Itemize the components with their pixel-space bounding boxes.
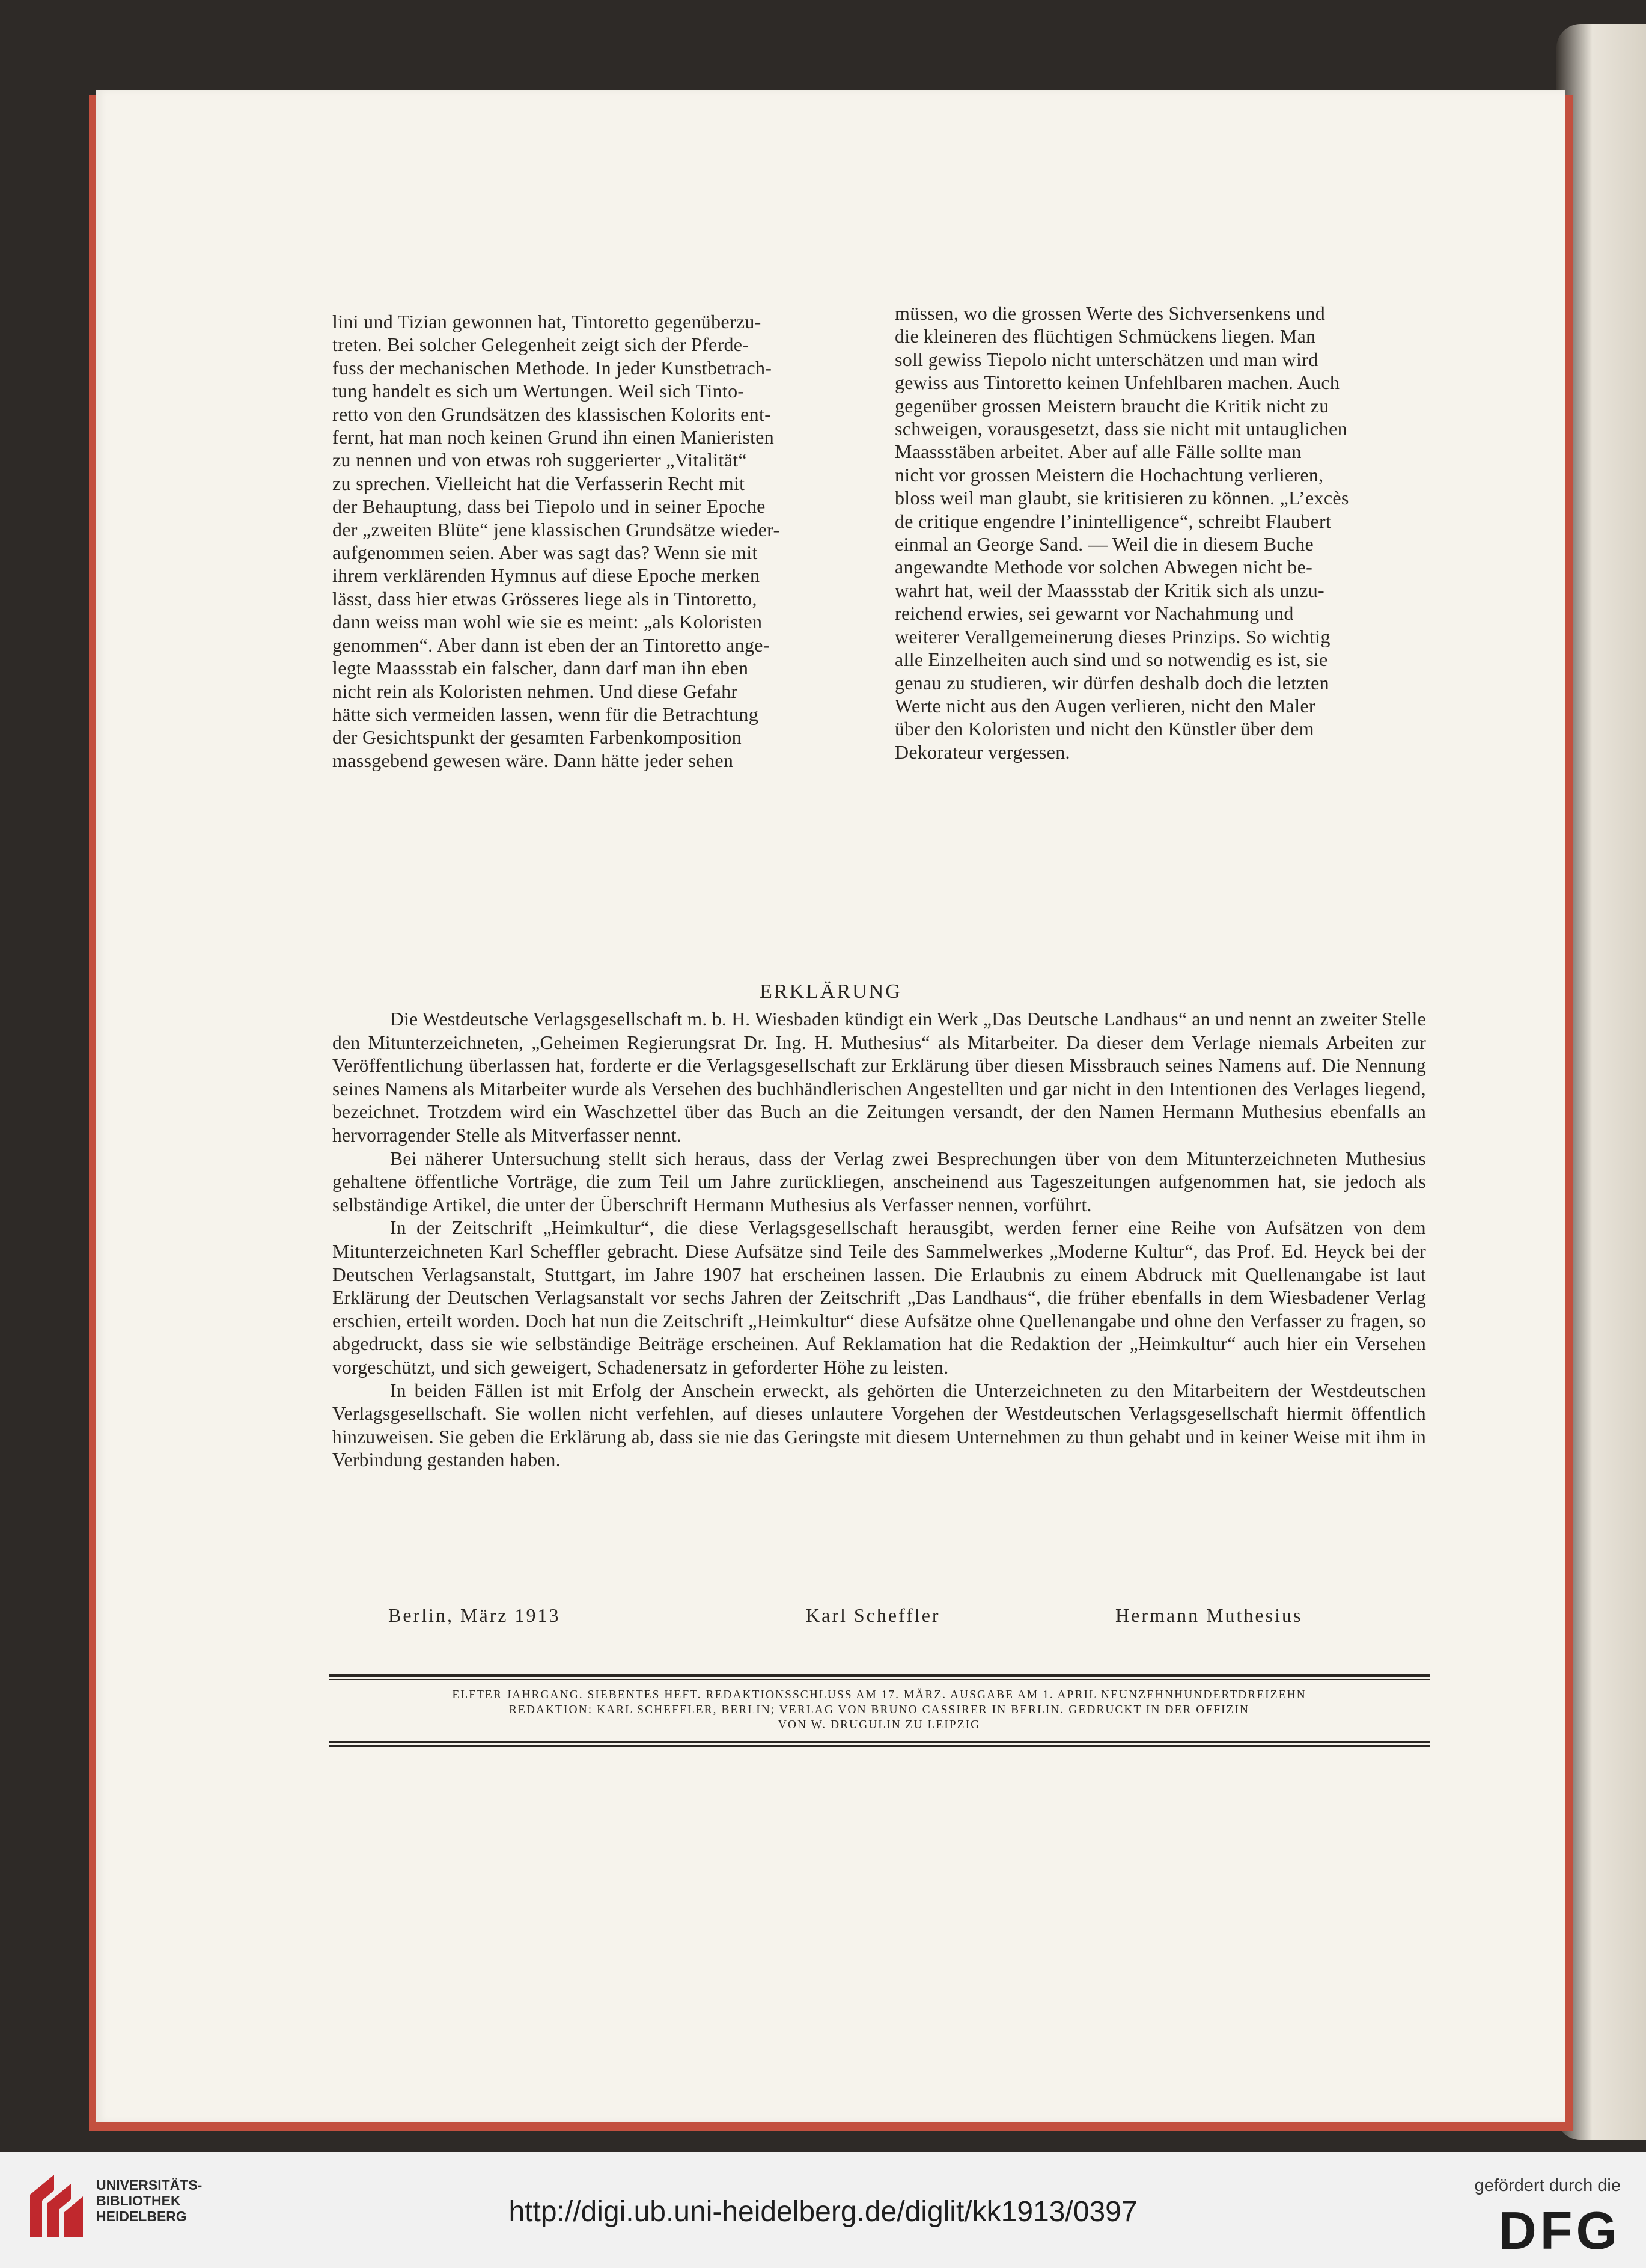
declaration-paragraph: In der Zeitschrift „Heimkultur“, die diese Verlagsgesellschaft herausgibt, werden ferner eine Reihe von Aufsätzen von dem Mitunterzeichneten Karl Scheffler gebracht. Diese Aufsätze sind Teile des Sammelwerkes „Moderne Kultur“, das Prof. Ed. Heyck bei der Deutschen Verlagsanstalt, Stuttgart, im Jahre 1907 hat erscheinen lassen. Die Erlaubnis zu einem Abdruck mit Quellenangabe ist laut Erklärung der Deutschen Verlagsanstalt vor sechs Jahren der Zeitschrift „Das Landhaus“, die früher ebenfalls in dem Wiesbadener Verlag erschien, erteilt worden. Doch hat nun die Zeitschrift „Heimkultur“ diese Aufsätze ohne Quellenangabe und ohne den Verfasser zu fragen, so abgedruckt, dass sie wie selbständige Beiträge erscheinen. Auf Reklamation hat die Redaktion der „Heimkultur“ auch hier ein Versehen vorgeschützt, und sich geweigert, Schadenersatz in geforderter Höhe zu leisten. (332, 1217, 1426, 1378)
imprint-rule-top-thick (329, 1674, 1430, 1677)
declaration-paragraph: In beiden Fällen ist mit Erfolg der Anschein erweckt, als gehörten die Unterzeichneten zu den Mitarbeitern der Westdeutschen Verlagsgesellschaft. Sie wollen nicht verfehlen, auf dieses unlautere Vorgehen der Westdeutschen Verlagsgesellschaft hiermit öffentlich hinzuweisen. Sie geben die Erklärung ab, dass sie nie das Geringste mit diesem Unternehmen zu thun gehabt und in keiner Weise mit ihm in Verbindung gestanden haben. (332, 1380, 1426, 1471)
text-line: der Gesichtspunkt der gesamten Farbenkomposition (332, 726, 742, 748)
text-line: aufgenommen seien. Aber was sagt das? Wenn sie mit (332, 542, 758, 564)
declaration-paragraph: Die Westdeutsche Verlagsgesellschaft m. b. H. Wiesbaden kündigt ein Werk „Das Deutsche Landhaus“ an und nennt an zweiter Stelle den Mitunterzeichneten, „Geheimen Regierungsrat Dr. Ing. H. Muthesius“ als Mitarbeiter. Da dieser dem Verlage niemals Arbeiten zur Veröffentlichung überlassen hat, forderte er die Verlagsgesellschaft zur Erklärung über diesen Missbrauch seines Namens auf. Die Nennung seines Namens als Mitarbeiter wurde als Versehen des buchhändlerischen Angestellten und gar nicht in den Intentionen des Verlages liegend, bezeichnet. Trotzdem wird ein Waschzettel über das Buch an die Zeitungen versandt, der den Namen Hermann Muthesius ebenfalls an hervorragender Stelle als Mitverfasser nennt. (332, 1009, 1426, 1146)
text-line: reichend erwies, sei gewarnt vor Nachahmung und (895, 602, 1294, 625)
text-line: gegenüber grossen Meistern braucht die Kritik nicht zu (895, 394, 1329, 417)
text-line: soll gewiss Tiepolo nicht unterschätzen und man wird (895, 348, 1318, 370)
text-line: schweigen, vorausgesetzt, dass sie nicht mit untauglichen (895, 418, 1347, 440)
text-line: nicht vor grossen Meistern die Hochachtung verlieren, (895, 463, 1324, 486)
text-line: wahrt hat, weil der Maassstab der Kritik sich als unzu- (895, 579, 1324, 601)
text-line: lässt, dass hier etwas Grösseres liege als in Tintoretto, (332, 587, 757, 610)
place-date: Berlin, März 1913 (388, 1604, 561, 1626)
page-url[interactable]: http://digi.ub.uni-heidelberg.de/diglit/kk1913/0397 (508, 2196, 1138, 2228)
left-column (332, 310, 862, 772)
text-line: zu nennen und von etwas roh suggerierter „Vitalität“ (332, 449, 747, 471)
declaration-body (332, 1008, 1426, 1472)
viewer-footer (0, 2152, 1646, 2268)
text-line: genommen“. Aber dann ist eben der an Tintoretto ange- (332, 634, 770, 656)
text-line: hätte sich vermeiden lassen, wenn für die Betrachtung (332, 703, 758, 725)
signer-muthesius: Hermann Muthesius (1115, 1604, 1303, 1626)
dfg-logo: DFG (1498, 2201, 1621, 2260)
imprint-rule-bottom-thick (329, 1745, 1430, 1747)
text-line: über den Koloristen und nicht den Künstler über dem (895, 718, 1314, 740)
text-line: Dekorateur vergessen. (895, 741, 1070, 763)
text-line: weiterer Verallgemeinerung dieses Prinzips. So wichtig (895, 625, 1331, 647)
library-name: UNIVERSITÄTS- BIBLIOTHEK HEIDELBERG (96, 2177, 203, 2224)
book-page (96, 90, 1565, 2122)
text-line: bloss weil man glaubt, sie kritisieren zu können. „L’excès (895, 487, 1349, 509)
text-line: treten. Bei solcher Gelegenheit zeigt sich der Pferde- (332, 334, 749, 356)
text-line: der Behauptung, dass bei Tiepolo und in seiner Epoche (332, 495, 766, 518)
text-line: nicht rein als Koloristen nehmen. Und diese Gefahr (332, 680, 738, 702)
text-line: angewandte Methode vor solchen Abwegen nicht be- (895, 556, 1313, 578)
text-line: Maassstäben arbeitet. Aber auf alle Fälle sollte man (895, 441, 1302, 463)
imprint-rule-bottom-thin (329, 1741, 1430, 1743)
text-line: einmal an George Sand. — Weil die in diesem Buche (895, 533, 1314, 555)
imprint-line: ELFTER JAHRGANG. SIEBENTES HEFT. REDAKTIONSSCHLUSS AM 17. MÄRZ. AUSGABE AM 1. APRIL NEUNZEHNHUNDERTDREIZEHN (452, 1689, 1306, 1701)
text-line: alle Einzelheiten auch sind und so notwendig es ist, sie (895, 649, 1328, 671)
right-column (895, 302, 1426, 763)
text-line: zu sprechen. Vielleicht hat die Verfasserin Recht mit (332, 472, 745, 494)
text-line: Werte nicht aus den Augen verlieren, nicht den Maler (895, 694, 1315, 717)
imprint-line: REDAKTION: KARL SCHEFFLER, BERLIN; VERLAG VON BRUNO CASSIRER IN BERLIN. GEDRUCKT IN DER OFFIZIN (508, 1704, 1250, 1716)
text-line: de critique engendre l’inintelligence“, schreibt Flaubert (895, 510, 1332, 532)
text-line: fernt, hat man noch keinen Grund ihn einen Manieristen (332, 426, 775, 448)
text-line: müssen, wo die grossen Werte des Sichversenkens und (895, 302, 1326, 324)
text-line: dann weiss man wohl wie sie es meint: „als Koloristen (332, 611, 763, 633)
text-line: tung handelt es sich um Wertungen. Weil sich Tinto- (332, 380, 745, 402)
imprint-text (329, 1687, 1430, 1732)
imprint-rule-top-thin (329, 1679, 1430, 1680)
text-line: ihrem verklärenden Hymnus auf diese Epoche merken (332, 564, 760, 587)
text-line: fuss der mechanischen Methode. In jeder Kunstbetrach- (332, 356, 772, 379)
imprint-line: VON W. DRUGULIN ZU LEIPZIG (778, 1719, 981, 1731)
text-line: legte Maassstab ein falscher, dann darf man ihn eben (332, 657, 749, 679)
funded-by-label: gefördert durch die (1474, 2176, 1621, 2195)
text-line: genau zu studieren, wir dürfen deshalb doch die letzten (895, 671, 1329, 694)
text-line: massgebend gewesen wäre. Dann hätte jeder sehen (332, 749, 734, 771)
text-line: lini und Tizian gewonnen hat, Tintoretto gegenüberzu- (332, 311, 761, 332)
declaration-heading: ERKLÄRUNG (760, 980, 902, 1003)
text-line: der „zweiten Blüte“ jene klassischen Grundsätze wieder- (332, 518, 780, 540)
text-line: retto von den Grundsätzen des klassischen Kolorits ent- (332, 403, 772, 425)
declaration-paragraph: Bei näherer Untersuchung stellt sich heraus, dass der Verlag zwei Besprechungen über von dem Mitunterzeichneten Muthesius gehaltene öffentliche Vorträge, die zum Teil um Jahre zurückliegen, anscheinend aus Tageszeitungen aufgenommen hat, sie jedoch als selbständige Artikel, die unter der Überschrift Hermann Muthesius als Verfasser nennen, vorführt. (332, 1148, 1426, 1215)
text-line: gewiss aus Tintoretto keinen Unfehlbaren machen. Auch (895, 371, 1340, 394)
signer-scheffler: Karl Scheffler (806, 1604, 940, 1626)
text-line: die kleineren des flüchtigen Schmückens liegen. Man (895, 325, 1316, 347)
